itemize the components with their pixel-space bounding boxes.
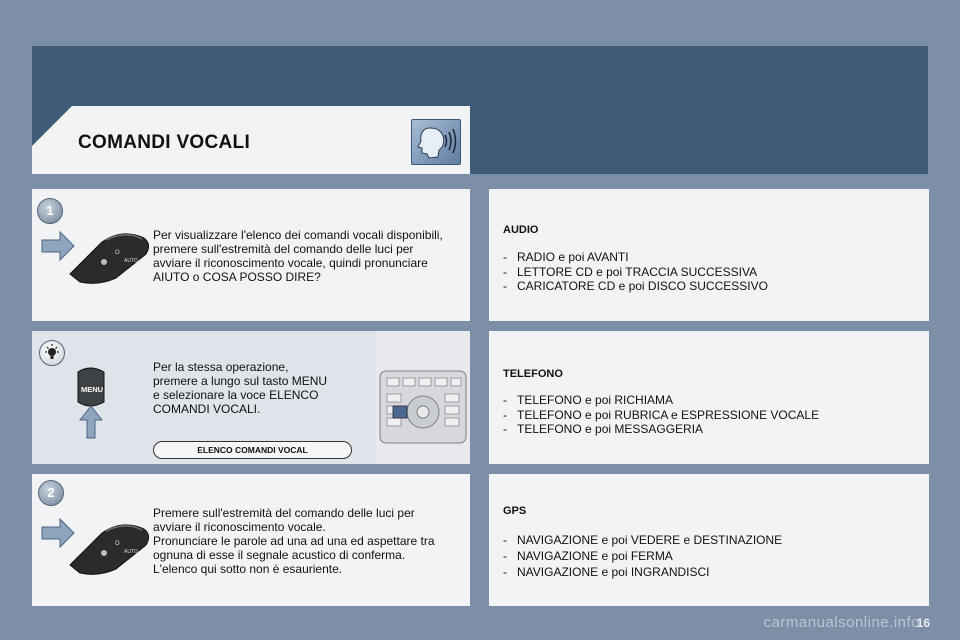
step1-text: Per visualizzare l'elenco dei comandi vocali disponibili, premere sull'estremità del comando delle luci per avviare il riconoscimento vocale, quindi pronunciare AIUTO o COSA POSSO DIRE? xyxy=(153,228,443,284)
telefono-heading: TELEFONO xyxy=(503,368,563,380)
menu-label: MENU xyxy=(81,385,104,394)
telefono-item: - TELEFONO e poi RICHIAMA xyxy=(503,393,819,408)
audio-heading: AUDIO xyxy=(503,224,539,236)
lightbulb-icon xyxy=(40,341,64,365)
light-stalk-icon-2 xyxy=(40,513,158,577)
gps-item: - NAVIGAZIONE e poi FERMA xyxy=(503,548,782,564)
lever-o-label: O xyxy=(115,250,120,256)
audio-item: - CARICATORE CD e poi DISCO SUCCESSIVO xyxy=(503,279,768,294)
light-stalk-icon xyxy=(40,222,158,286)
lever-auto-label: AUTO xyxy=(124,258,138,264)
dashboard-panel-illustration xyxy=(379,370,467,444)
telefono-list xyxy=(503,393,819,437)
lever2-o-label: O xyxy=(115,541,120,547)
tip-badge xyxy=(39,340,65,366)
page-title: COMANDI VOCALI xyxy=(78,132,251,153)
voice-command-icon xyxy=(411,119,461,165)
tip-text: Per la stessa operazione, premere a lungo sul tasto MENU e selezionare la voce ELENCO COMANDI VOCALI. xyxy=(153,360,328,416)
audio-item: - LETTORE CD e poi TRACCIA SUCCESSIVA xyxy=(503,265,768,280)
gps-list xyxy=(503,532,782,580)
step1-badge: 1 xyxy=(37,198,63,224)
step2-badge: 2 xyxy=(38,480,64,506)
menu-button-icon xyxy=(72,362,110,440)
telefono-item: - TELEFONO e poi MESSAGGERIA xyxy=(503,422,819,437)
page-number: 16 xyxy=(916,616,930,630)
elenco-comandi-pill: ELENCO COMANDI VOCAL xyxy=(153,441,352,459)
audio-item: - RADIO e poi AVANTI xyxy=(503,250,768,265)
lever2-auto-label: AUTO xyxy=(124,549,138,555)
step2-text: Premere sull'estremità del comando delle luci per avviare il riconoscimento vocale. Pronunciare le parole ad una ad una ed aspettare tra ognuna di esse il segnale acustico di conferma. L'elenco qui sotto non è esauriente. xyxy=(153,506,435,576)
telefono-item: - TELEFONO e poi RUBRICA e ESPRESSIONE VOCALE xyxy=(503,408,819,423)
gps-item: - NAVIGAZIONE e poi INGRANDISCI xyxy=(503,564,782,580)
audio-list xyxy=(503,250,768,294)
gps-item: - NAVIGAZIONE e poi VEDERE e DESTINAZIONE xyxy=(503,532,782,548)
gps-heading: GPS xyxy=(503,505,527,517)
watermark: carmanualsonline.info xyxy=(763,614,920,631)
